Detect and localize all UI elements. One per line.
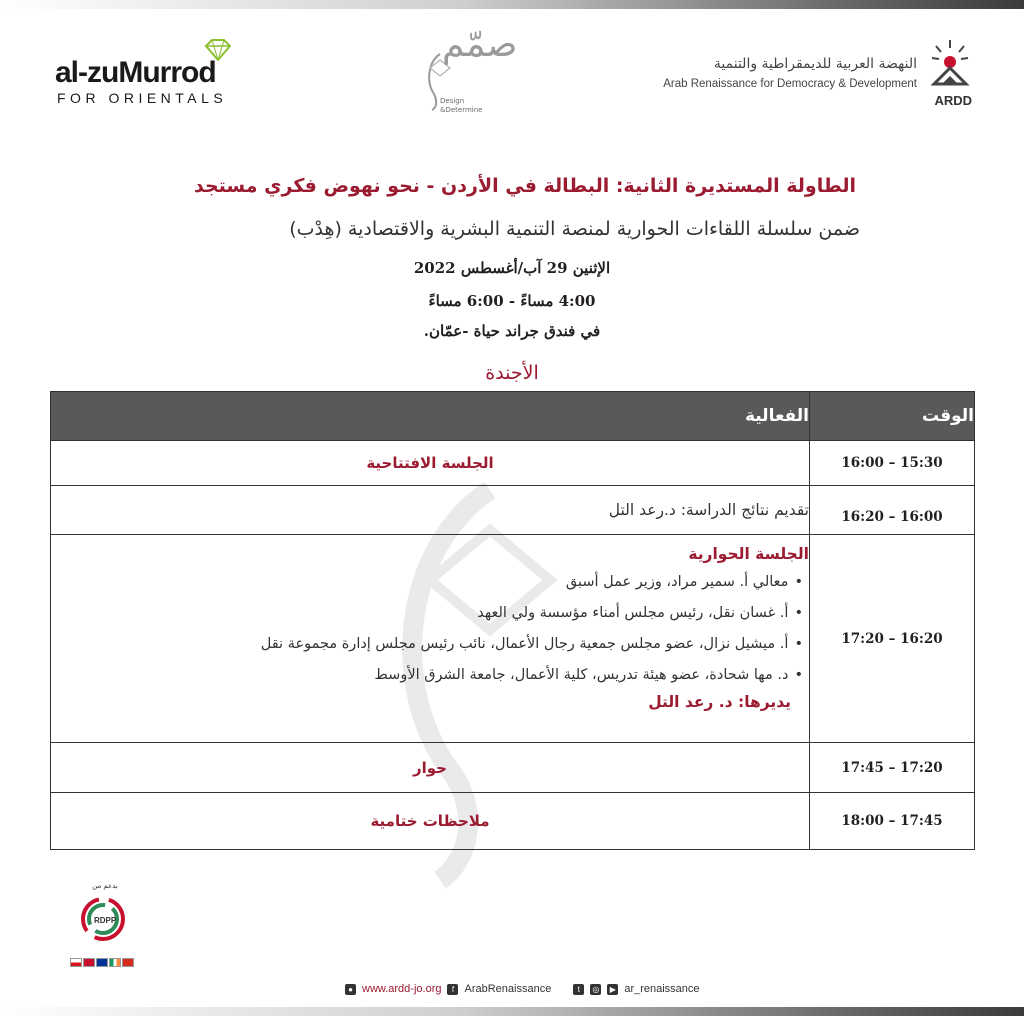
table-row (51, 793, 975, 850)
youtube-icon: ▶ (607, 984, 618, 995)
table-row (51, 441, 975, 486)
event-time: 4:00 مساءً - 6:00 مساءً (428, 292, 596, 310)
row-time: 18:00 – 17:45 (810, 793, 975, 850)
table-header-row (51, 392, 975, 441)
flag-denmark-icon (83, 958, 95, 967)
table-row (51, 743, 975, 793)
zumurrod-subtitle: FOR ORIENTALS (57, 90, 228, 106)
row-activity: ملاحظات ختامية (51, 793, 810, 850)
flag-switzerland-icon (122, 958, 134, 967)
dd-english: Design &Determine (440, 97, 483, 114)
panel-title: الجلسة الحوارية (688, 545, 809, 563)
table-row (51, 486, 975, 535)
support-block (70, 882, 140, 972)
agenda-table (50, 391, 975, 850)
bottom-gradient-bar (0, 1007, 1024, 1016)
panel-session-cell (51, 535, 810, 743)
rdpp-label: RDPP (94, 916, 117, 925)
globe-icon: ● (345, 984, 356, 995)
ardd-english-name: Arab Renaissance for Democracy & Development (663, 78, 917, 90)
event-title: الطاولة المستديرة الثانية: البطالة في الأردن - نحو نهوض فكري مستجد (193, 175, 856, 197)
row-time: 17:20 – 16:20 (810, 535, 975, 743)
flag-czech-icon (70, 958, 82, 967)
event-place: في فندق جراند حياة -عمّان. (423, 322, 601, 340)
header-activity: الفعالية (51, 392, 810, 441)
row-activity: تقديم نتائج الدراسة: د.رعد التل (51, 486, 810, 535)
ardd-abbreviation: ARDD (934, 93, 972, 108)
top-gradient-bar (0, 0, 1024, 9)
donor-flags (70, 958, 134, 967)
agenda-heading: الأجندة (485, 362, 539, 384)
list-item: • أ. غسان نقل، رئيس مجلس أمناء مؤسسة ولي العهد (51, 598, 809, 629)
instagram-icon: ◎ (590, 984, 601, 995)
event-subtitle: ضمن سلسلة اللقاءات الحوارية لمنصة التنمية البشرية والاقتصادية (هِدْب) (289, 218, 860, 240)
table-row (51, 535, 975, 743)
social-footer (345, 983, 700, 995)
zumurrod-logo (55, 42, 280, 112)
website-link[interactable]: www.ardd-jo.org (362, 983, 442, 995)
twitter-icon: t (573, 984, 584, 995)
zumurrod-name: al-zuMurrod (55, 56, 216, 89)
social-handle[interactable]: ar_renaissance (624, 983, 700, 995)
list-item: • د. مها شحادة، عضو هيئة تدريس، كلية الأعمال، جامعة الشرق الأوسط (51, 660, 809, 691)
ardd-emblem-icon (930, 38, 970, 90)
speaker-list (51, 567, 809, 691)
facebook-link[interactable]: ArabRenaissance (464, 983, 552, 995)
list-item: • معالي أ. سمير مراد، وزير عمل أسبق (51, 567, 809, 598)
dd-arabic: صمّم (442, 24, 518, 65)
row-time: 16:20 – 16:00 (810, 486, 975, 535)
flag-eu-icon (96, 958, 108, 967)
list-item: • أ. ميشيل نزال، عضو مجلس جمعية رجال الأعمال، نائب رئيس مجلس إدارة مجموعة نقل (51, 629, 809, 660)
row-time: 17:45 – 17:20 (810, 743, 975, 793)
flag-ireland-icon (109, 958, 121, 967)
event-date: الإثنين 29 آب/أغسطس 2022 (413, 259, 611, 277)
row-time: 16:00 – 15:30 (810, 441, 975, 486)
row-activity: حوار (51, 743, 810, 793)
header-time: الوقت (810, 392, 975, 441)
ardd-arabic-name: النهضة العربية للديمقراطية والتنمية (713, 56, 917, 72)
support-label: بدعم من (92, 882, 118, 890)
design-determine-logo (420, 24, 530, 124)
row-activity: الجلسة الافتتاحية (51, 441, 810, 486)
ardd-logo (610, 38, 975, 113)
facebook-icon: f (447, 984, 458, 995)
moderator: يديرها: د. رعد التل (648, 693, 791, 711)
